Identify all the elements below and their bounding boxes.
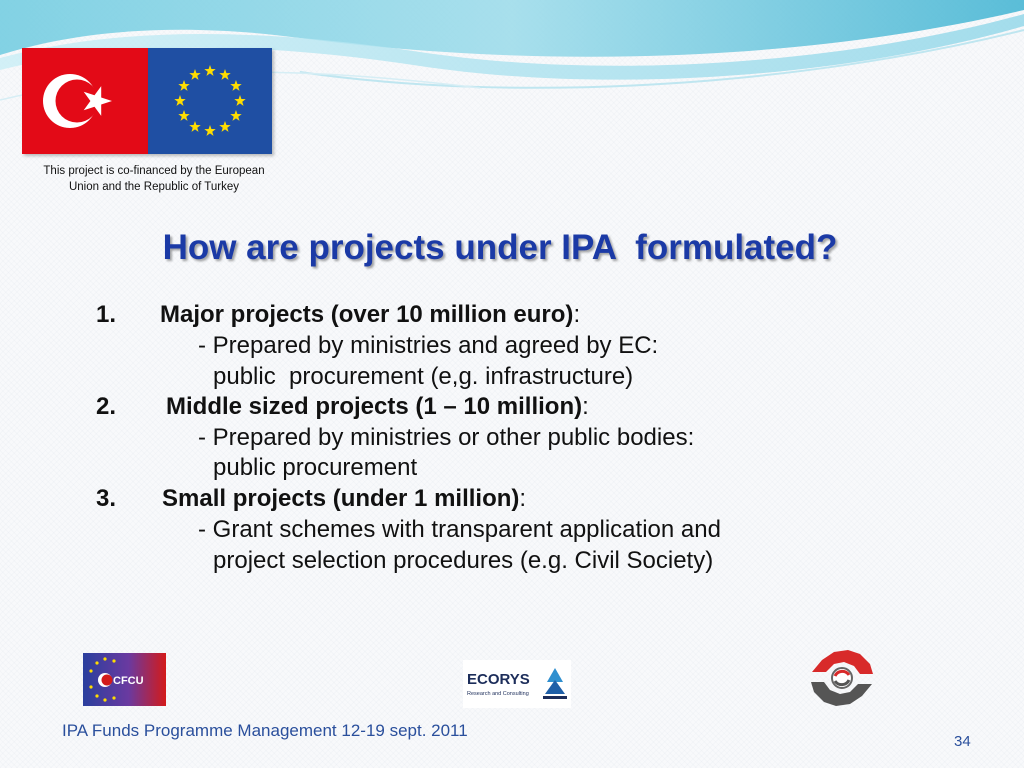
item-1-detail-1: - Prepared by ministries and agreed by EC: xyxy=(198,332,659,359)
eu-flag xyxy=(148,48,272,154)
item-3-heading-line xyxy=(162,484,526,514)
item-2-detail-2: public procurement xyxy=(213,454,418,481)
item-1-detail-2: public procurement (e,g. infrastructure) xyxy=(213,363,634,390)
cofinance-line-2: Union and the Republic of Turkey xyxy=(68,181,240,193)
item-3-detail-1: - Grant schemes with transparent application and xyxy=(198,516,721,543)
footer-text: IPA Funds Programme Management 12-19 sept. 2011 xyxy=(62,721,468,740)
cofinance-line-1: This project is co-financed by the European xyxy=(43,165,265,177)
item-1-heading: Major projects (over 10 million euro) xyxy=(160,301,574,328)
cfcu-logo-text: CFCU xyxy=(113,675,144,687)
item-1-colon: : xyxy=(573,301,581,328)
item-2-detail-1: - Prepared by ministries or other public bodies: xyxy=(198,424,695,451)
item-2-heading-line xyxy=(166,392,589,422)
item-3-heading: Small projects (under 1 million) xyxy=(162,485,520,512)
ecorys-tagline: Research and Consulting xyxy=(467,691,529,697)
item-3-detail-2: project selection procedures (e.g. Civil Society) xyxy=(213,547,714,574)
turkey-flag xyxy=(22,48,148,154)
item-2-colon: : xyxy=(582,393,589,420)
page-number: 34 xyxy=(954,733,971,750)
cofinance-notice xyxy=(18,163,290,195)
ecorys-name: ECORYS xyxy=(467,671,530,688)
item-2-heading: Middle sized projects (1 – 10 million) xyxy=(166,393,583,420)
item-2-number: 2. xyxy=(96,393,117,420)
ecorys-logo xyxy=(463,660,571,708)
item-3-colon: : xyxy=(519,485,527,512)
item-1-number: 1. xyxy=(96,301,117,328)
item-3-number: 3. xyxy=(96,485,117,512)
item-1-heading-line xyxy=(160,300,580,330)
gear-logo xyxy=(801,645,883,711)
cfcu-logo xyxy=(83,653,166,706)
slide-title: How are projects under IPA formulated? xyxy=(162,228,838,267)
